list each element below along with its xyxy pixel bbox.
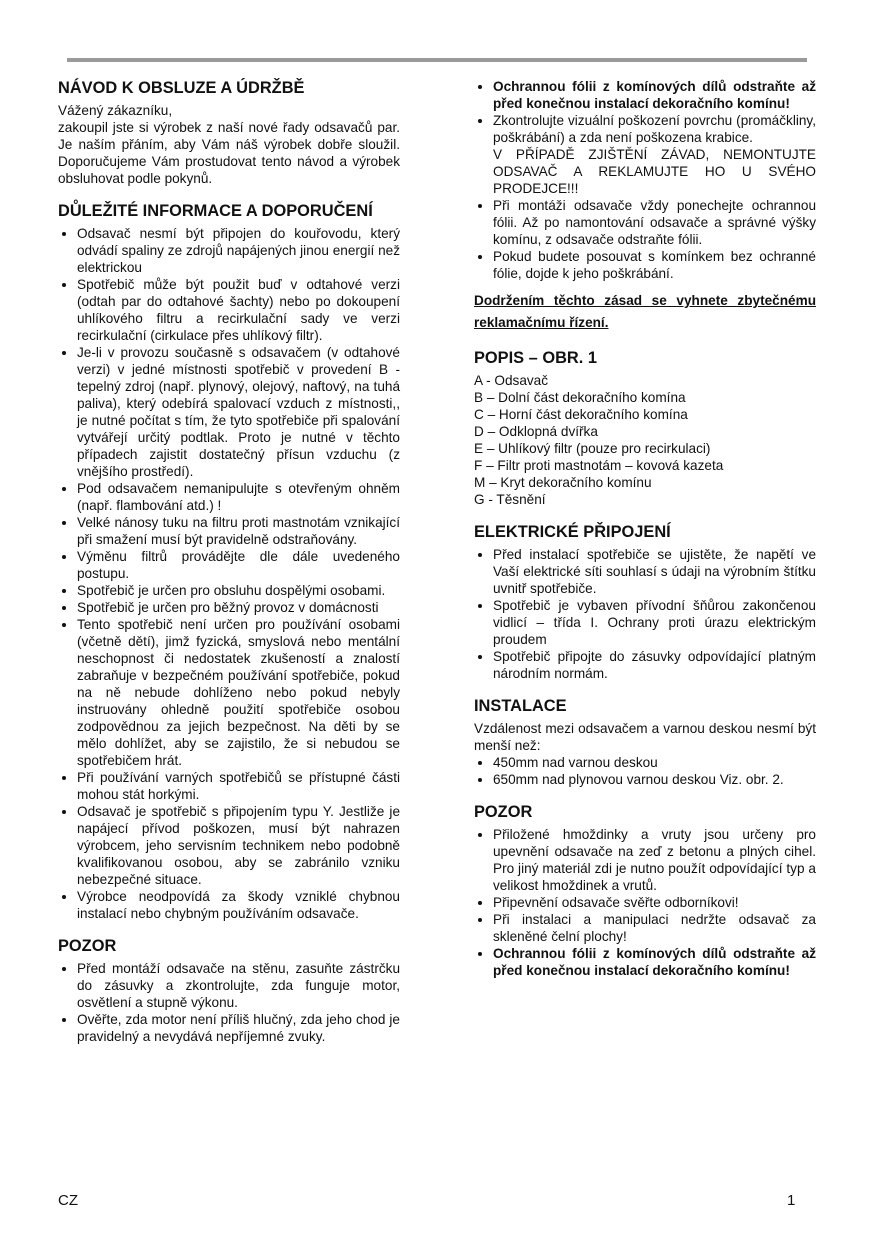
paragraph: Vážený zákazníku, [58, 103, 173, 118]
list-item-text: Při instalaci a manipulaci nedržte odsavač za skleněné čelní plochy! [493, 912, 816, 944]
legend-item: D – Odklopná dvířka [474, 424, 598, 439]
list-item [474, 597, 816, 648]
list-item-text: Přiložené hmoždinky a vruty jsou určeny pro upevnění odsavače na zeď z betonu a plných cihel. Pro jiný materiál zdi je nutno použít odpovídající typ a velikost hmoždinek a vrutů. [493, 827, 816, 893]
list-item-text: Ochrannou fólii z komínových dílů odstraňte až před konečnou instalací dekoračního komínu! [493, 946, 816, 978]
left-column [58, 78, 400, 1059]
list-item [58, 514, 400, 548]
list-item-text: Spotřebič je určen pro obsluhu dospělými osobami. [77, 583, 386, 598]
list-item [474, 546, 816, 597]
list-item-text: Je-li v provozu současně s odsavačem (v odtahové verzi) v jedné místnosti spotřebič v provedení B - tepelný zdroj (např. plynový, olejový, naftový, na tuhá paliva), který odebírá spalovací vzduch z místnosti,, je nutné počítat s tím, že tyto spotřebiče při spalování vytvářejí určitý podtlak. Proto je nutné v těchto případech zajistit dostatečný přísun vzduchu (z vnějšího prostředí). [77, 345, 400, 479]
list-item-text: Ověřte, zda motor není příliš hlučný, zda jeho chod je pravidelný a nevydává nepříjemné zvuky. [77, 1012, 400, 1044]
list-item [58, 599, 400, 616]
legend-item: C – Horní část dekoračního komína [474, 407, 688, 422]
header-rule [67, 58, 807, 62]
list-item-text: Při montáži odsavače vždy ponechejte ochrannou fólii. Až po namontování odsavače a správné výšky komínu, z odsavače odstraňte fólii. [493, 198, 816, 247]
list-item-text: Pokud budete posouvat s komínkem bez ochranné fólie, dojde k jeho poškrábání. [493, 249, 816, 281]
list-item-text: Spotřebič je vybaven přívodní šňůrou zakončenou vidlicí – třída I. Ochrany proti úrazu elektrickým proudem [493, 598, 816, 647]
section [58, 78, 400, 187]
list-item [474, 248, 816, 282]
section [474, 522, 816, 682]
legend-item: B – Dolní část dekoračního komína [474, 390, 686, 405]
right-column [474, 78, 816, 993]
list-item [58, 888, 400, 922]
list-item-text: Připevnění odsavače svěřte odborníkovi! [493, 895, 739, 910]
list-item-text: Spotřebič připojte do zásuvky odpovídající platným národním normám. [493, 649, 816, 681]
list-item [474, 945, 816, 979]
paragraph: Vzdálenost mezi odsavačem a varnou deskou nesmí být menší než: [474, 721, 816, 753]
list-item [58, 1011, 400, 1045]
list-item-text: Pod odsavačem nemanipulujte s otevřeným ohněm (např. flambování atd.) ! [77, 481, 400, 513]
list-item [58, 582, 400, 599]
bullet-list [474, 826, 816, 979]
list-item [474, 648, 816, 682]
paragraph: zakoupil jste si výrobek z naší nové řady odsavačů par. Je naším přáním, aby Vám náš výrobek dobře sloužil. Doporučujeme Vám prostudovat tento návod a výrobek obsluhovat podle pokynů. [58, 120, 400, 186]
list-item [58, 480, 400, 514]
legend-item: F – Filtr proti mastnotám – kovová kazeta [474, 458, 724, 473]
legend-list [474, 372, 816, 508]
list-item-text: Ochrannou fólii z komínových dílů odstraňte až před konečnou instalací dekoračního komínu! [493, 79, 816, 111]
list-item [58, 960, 400, 1011]
section-heading: POZOR [474, 803, 533, 821]
list-item [58, 344, 400, 480]
list-item-text: Odsavač je spotřebič s připojením typu Y. Jestliže je napájecí přívod poškozen, musí být nahrazen výrobcem, jeho servisním technikem nebo podobně kvalifikovanou osobou, aby se zabránilo vzniku nebezpečné situace. [77, 804, 400, 887]
section [58, 201, 400, 922]
section-heading: POZOR [58, 937, 117, 955]
section [474, 348, 816, 508]
list-item [474, 112, 816, 197]
section [474, 78, 816, 334]
warning-text: V PŘÍPADĚ ZJIŠTĚNÍ ZÁVAD, NEMONTUJTE ODSAVAČ A REKLAMUJTE HO U SVÉHO PRODEJCE!!! [493, 147, 816, 196]
list-item-text: Zkontrolujte vizuální poškození povrchu (promáčkliny, poškrábání) a zda není poškozena krabice. [493, 113, 816, 145]
language-code: CZ [58, 1192, 78, 1209]
legend-item: A - Odsavač [474, 373, 549, 388]
list-item-text: Před instalací spotřebiče se ujistěte, že napětí ve Vaší elektrické síti souhlasí s údaji na výrobním štítku uvnitř spotřebiče. [493, 547, 816, 596]
notice-text: Dodržením těchto zásad se vyhnete zbytečnému reklamačnímu řízení. [474, 293, 816, 330]
list-item-text: Výrobce neodpovídá za škody vzniklé chybnou instalací nebo chybným používáním odsavače. [77, 889, 400, 921]
list-item [58, 803, 400, 888]
bullet-list [474, 546, 816, 682]
list-item [58, 769, 400, 803]
list-item-text: Spotřebič je určen pro běžný provoz v domácnosti [77, 600, 379, 615]
list-item-text: Tento spotřebič není určen pro používání osobami (včetně dětí), jimž fyzická, smyslová nebo mentální neschopnost či nedostatek zkušeností a znalostí zabraňuje v bezpečném používání spotřebiče, pokud na ně nebude dohlíženo nebo pokud nebyly instruovány ohledně použití spotřebiče osobou zodpovědnou za jejich bezpečnost. Na děti by se mělo dohlížet, aby se zajistilo, že si nebudou se spotřebičem hrát. [77, 617, 400, 768]
section [58, 936, 400, 1045]
list-item-text: Velké nánosy tuku na filtru proti mastnotám vznikající při smažení musí být pravidelně odstraňovány. [77, 515, 400, 547]
section-heading: NÁVOD K OBSLUZE A ÚDRŽBĚ [58, 79, 305, 97]
section-heading: INSTALACE [474, 697, 567, 715]
list-item [474, 826, 816, 894]
list-item-text: 450mm nad varnou deskou [493, 755, 658, 770]
section-heading: ELEKTRICKÉ PŘIPOJENÍ [474, 523, 671, 541]
bullet-list [58, 960, 400, 1045]
list-item-text: Spotřebič může být použit buď v odtahové verzi (odtah par do odtahové šachty) nebo po dokoupení uhlíkového filtru a recirkulační sady ve verzi recirkulační (cirkulace přes uhlíkový filtr). [77, 277, 400, 343]
legend-item: E – Uhlíkový filtr (pouze pro recirkulaci) [474, 441, 711, 456]
list-item [474, 78, 816, 112]
list-item [474, 754, 816, 771]
section-heading: POPIS – OBR. 1 [474, 349, 597, 367]
legend-item: M – Kryt dekoračního komínu [474, 475, 652, 490]
list-item-text: Před montáží odsavače na stěnu, zasuňte zástrčku do zásuvky a zkontrolujte, zda funguje motor, osvětlení a stupně výkonu. [77, 961, 400, 1010]
list-item [474, 771, 816, 788]
page-number: 1 [787, 1192, 796, 1209]
list-item [58, 276, 400, 344]
list-item [474, 197, 816, 248]
section [474, 696, 816, 788]
list-item [474, 911, 816, 945]
bullet-list [474, 754, 816, 788]
section [474, 802, 816, 979]
section-heading: DŮLEŽITÉ INFORMACE A DOPORUČENÍ [58, 202, 373, 220]
list-item [474, 894, 816, 911]
list-item-text: Při používání varných spotřebičů se přístupné části mohou stát horkými. [77, 770, 400, 802]
list-item-text: 650mm nad plynovou varnou deskou Viz. obr. 2. [493, 772, 784, 787]
legend-item: G - Těsnění [474, 492, 546, 507]
list-item-text: Odsavač nesmí být připojen do kouřovodu, který odvádí spaliny ze zdrojů napájených jinou energií než elektrickou [77, 226, 400, 275]
bullet-list [474, 78, 816, 282]
list-item-text: Výměnu filtrů provádějte dle dále uvedeného postupu. [77, 549, 400, 581]
list-item [58, 225, 400, 276]
bullet-list [58, 225, 400, 922]
list-item [58, 548, 400, 582]
list-item [58, 616, 400, 769]
